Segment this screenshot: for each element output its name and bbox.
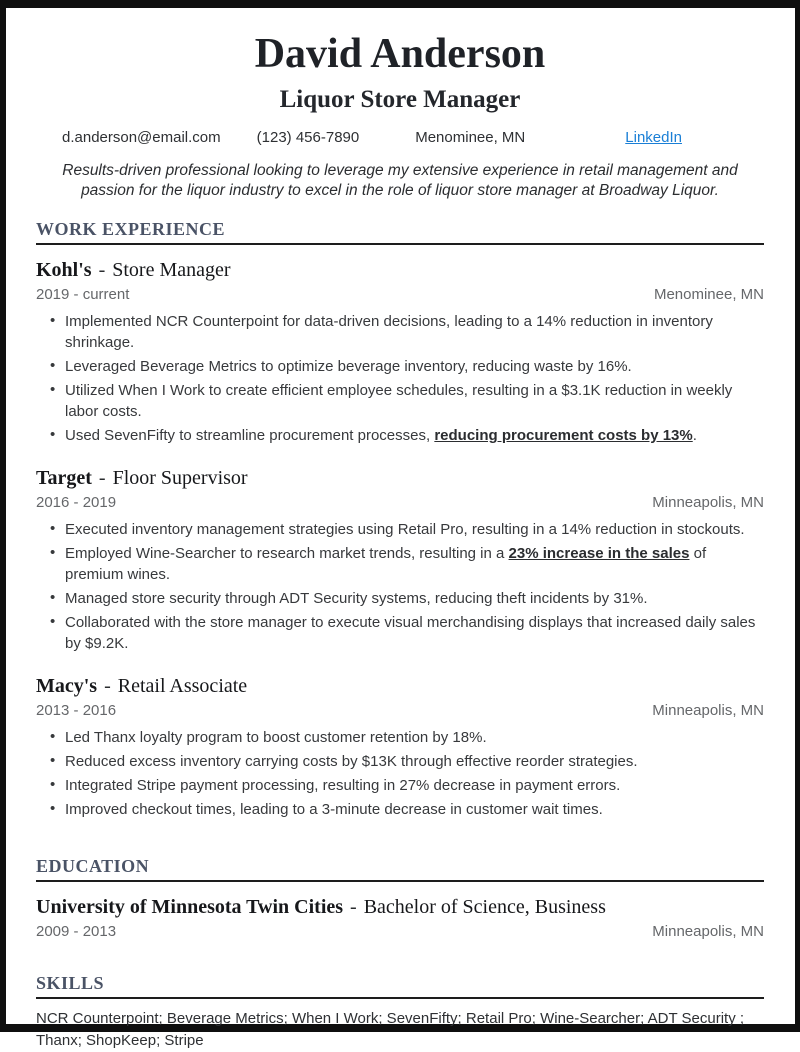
job-bullet: • Reduced excess inventory carrying costs by $13K through effective reorder strategies.	[65, 751, 764, 772]
job-bullet: • Leveraged Beverage Metrics to optimize beverage inventory, reducing waste by 16%.	[65, 356, 764, 377]
contact-email: d.anderson@email.com	[62, 128, 221, 146]
job-title-row	[36, 466, 764, 490]
job-bullet: • Integrated Stripe payment processing, resulting in 27% decrease in payment errors.	[65, 775, 764, 796]
jobs-container	[36, 258, 764, 820]
skills-list: NCR Counterpoint; Beverage Metrics; When I Work; SevenFifty; Retail Pro; Wine-Searcher; ADT Security ; Thanx; ShopKeep; Stripe	[36, 1010, 745, 1049]
job-bullet: • Utilized When I Work to create efficient employee schedules, resulting in a $3.1K reduction in weekly labor costs.	[65, 380, 764, 422]
job-dates: 2013 - 2016	[36, 702, 117, 720]
job-entry	[36, 258, 764, 446]
job-role: Retail Associate	[117, 675, 248, 698]
education-title-row	[36, 895, 764, 919]
contact-phone: (123) 456-7890	[256, 128, 360, 146]
job-bullets	[36, 519, 764, 654]
candidate-title: Liquor Store Manager	[279, 85, 521, 113]
linkedin-link[interactable]: LinkedIn	[625, 128, 682, 146]
job-meta-row	[36, 286, 764, 304]
job-location: Menominee, MN	[653, 286, 764, 304]
job-title-row	[36, 674, 764, 698]
job-company: Target	[36, 467, 92, 490]
bullet-highlight: 23% increase in the sales	[508, 545, 690, 563]
work-experience-section	[36, 219, 764, 820]
job-bullet: • Managed store security through ADT Security systems, reducing theft incidents by 31%.	[65, 588, 764, 609]
candidate-name: David Anderson	[254, 31, 546, 77]
skills-heading: SKILLS	[36, 973, 764, 999]
job-company: Macy's	[36, 675, 98, 698]
education-section	[36, 856, 764, 941]
job-meta-row	[36, 702, 764, 720]
school-name: University of Minnesota Twin Cities	[36, 896, 344, 919]
title-separator: -	[104, 675, 111, 698]
job-bullet: • Implemented NCR Counterpoint for data-driven decisions, leading to a 14% reduction in inventory shrinkage.	[65, 311, 764, 353]
title-separator: -	[350, 896, 357, 919]
career-objective: Results-driven professional looking to leverage my extensive experience in retail management and passion for the liquor industry to excel in the role of liquor store manager at Broadway Liquor.	[62, 161, 738, 200]
title-separator: -	[98, 259, 106, 282]
job-bullet: • Used SevenFifty to streamline procurement processes, reducing procurement costs by 13%.	[65, 425, 764, 446]
title-separator: -	[98, 467, 106, 490]
job-entry	[36, 674, 764, 820]
bullet-highlight: reducing procurement costs by 13%	[434, 427, 693, 445]
job-role: Store Manager	[112, 259, 231, 282]
work-experience-heading: WORK EXPERIENCE	[36, 219, 764, 245]
job-bullet: • Collaborated with the store manager to execute visual merchandising displays that increased daily sales by $9.2K.	[65, 612, 764, 654]
job-location: Minneapolis, MN	[652, 702, 764, 720]
job-dates: 2019 - current	[36, 286, 130, 304]
job-company: Kohl's	[36, 259, 92, 282]
job-location: Minneapolis, MN	[652, 494, 764, 512]
education-meta-row	[36, 923, 764, 941]
job-bullet: • Led Thanx loyalty program to boost customer retention by 18%.	[65, 727, 764, 748]
job-bullet: • Improved checkout times, leading to a 3-minute decrease in customer wait times.	[65, 799, 764, 820]
skills-section	[36, 973, 764, 1052]
job-meta-row	[36, 494, 764, 512]
education-heading: EDUCATION	[36, 856, 764, 882]
job-role: Floor Supervisor	[112, 467, 248, 490]
degree-name: Bachelor of Science, Business	[363, 896, 606, 919]
job-dates: 2016 - 2019	[36, 494, 117, 512]
job-bullets	[36, 311, 764, 446]
job-bullet: • Executed inventory management strategies using Retail Pro, resulting in a 14% reduction in stockouts.	[65, 519, 764, 540]
job-bullet: • Employed Wine-Searcher to research market trends, resulting in a 23% increase in the sales of premium wines.	[65, 543, 764, 585]
contact-row	[62, 129, 764, 146]
contact-location: Menominee, MN	[415, 128, 526, 146]
education-location: Minneapolis, MN	[652, 923, 764, 941]
education-dates: 2009 - 2013	[36, 923, 117, 941]
job-bullets	[36, 727, 764, 820]
job-title-row	[36, 258, 764, 282]
job-entry	[36, 466, 764, 654]
resume-content	[6, 8, 795, 1052]
